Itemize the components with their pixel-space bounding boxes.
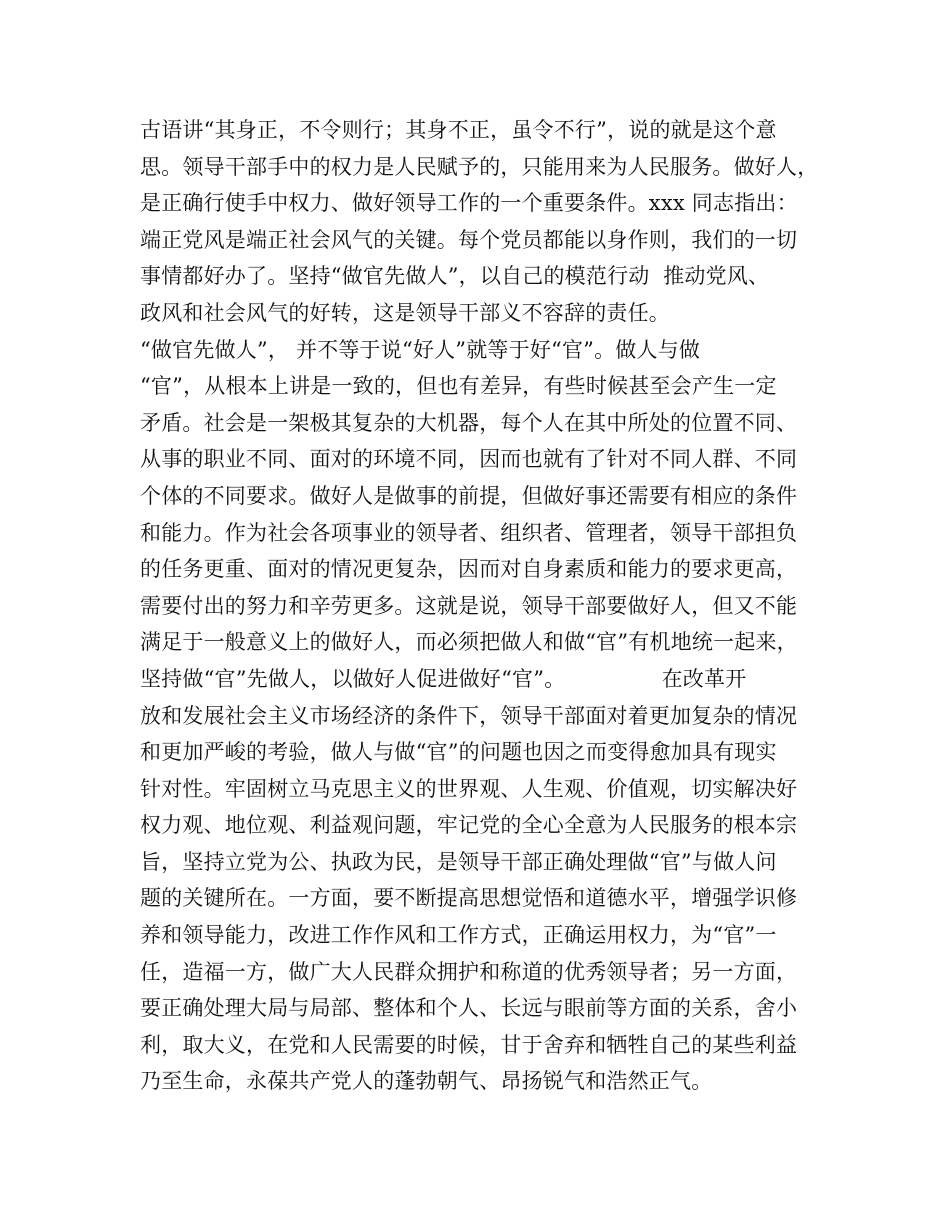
text-line: 个体的不同要求。做好人是做事的前提，但做好事还需要有相应的条件 bbox=[140, 483, 798, 508]
text-line: 任，造福一方，做广大人民群众拥护和称道的优秀领导者；另一方面， bbox=[140, 959, 798, 984]
text-line: “官”，从根本上讲是一致的，但也有差异，有些时候甚至会产生一定 bbox=[140, 374, 777, 399]
text-line: 旨，坚持立党为公、执政为民，是领导干部正确处理做“官”与做人问 bbox=[140, 849, 777, 874]
text-line: 和更加严峻的考验，做人与做“官”的问题也因之而变得愈加具有现实 bbox=[140, 740, 777, 765]
text-line: 是正确行使手中权力、做好领导工作的一个重要条件。xxx 同志指出： bbox=[140, 191, 798, 216]
text-line: 权力观、地位观、利益观问题，牢记党的全心全意为人民服务的根本宗 bbox=[140, 813, 798, 838]
text-line: 利，取大义，在党和人民需要的时候，甘于舍弃和牺牲自己的某些利益 bbox=[140, 1032, 798, 1057]
text-line: 需要付出的努力和辛劳更多。这就是说，领导干部要做好人，但又不能 bbox=[140, 593, 798, 618]
text-line: 端正党风是端正社会风气的关键。每个党员都能以身作则，我们的一切 bbox=[140, 227, 798, 252]
text-line: 满足于一般意义上的做好人，而必须把做人和做“官”有机地统一起来， bbox=[140, 630, 798, 655]
text-line: 政风和社会风气的好转，这是领导干部义不容辞的责任。 bbox=[140, 300, 670, 325]
text-line: 坚持做“官”先做人，以做好人促进做好“官”。 在改革开 bbox=[140, 666, 747, 691]
text-line: 养和领导能力，改进工作作风和工作方式，正确运用权力，为“官”一 bbox=[140, 923, 777, 948]
text-line: 思。领导干部手中的权力是人民赋予的，只能用来为人民服务。做好人， bbox=[140, 154, 819, 179]
text-line: 和能力。作为社会各项事业的领导者、组织者、管理者，领导干部担负 bbox=[140, 520, 798, 545]
body-text bbox=[140, 112, 830, 1100]
text-line: 从事的职业不同、面对的环境不同，因而也就有了针对不同人群、不同 bbox=[140, 447, 798, 472]
text-line: “做官先做人”， 并不等于说“好人”就等于好“官”。做人与做 bbox=[140, 337, 701, 362]
text-line: 的任务更重、面对的情况更复杂，因而对自身素质和能力的要求更高， bbox=[140, 557, 798, 582]
text-line: 针对性。牢固树立马克思主义的世界观、人生观、价值观，切实解决好 bbox=[140, 776, 798, 801]
text-line: 古语讲“其身正，不令则行；其身不正，虽令不行”，说的就是这个意 bbox=[140, 118, 777, 142]
text-line: 放和发展社会主义市场经济的条件下，领导干部面对着更加复杂的情况 bbox=[140, 703, 798, 728]
text-line: 乃至生命，永葆共产党人的蓬勃朝气、昂扬锐气和浩然正气。 bbox=[140, 1069, 713, 1094]
text-line: 题的关键所在。一方面，要不断提高思想觉悟和道德水平，增强学识修 bbox=[140, 886, 798, 911]
text-line: 要正确处理大局与局部、整体和个人、长远与眼前等方面的关系，舍小 bbox=[140, 996, 798, 1021]
text-line: 事情都好办了。坚持“做官先做人”，以自己的模范行动 推动党风、 bbox=[140, 264, 770, 289]
text-line: 矛盾。社会是一架极其复杂的大机器，每个人在其中所处的位置不同、 bbox=[140, 410, 798, 435]
